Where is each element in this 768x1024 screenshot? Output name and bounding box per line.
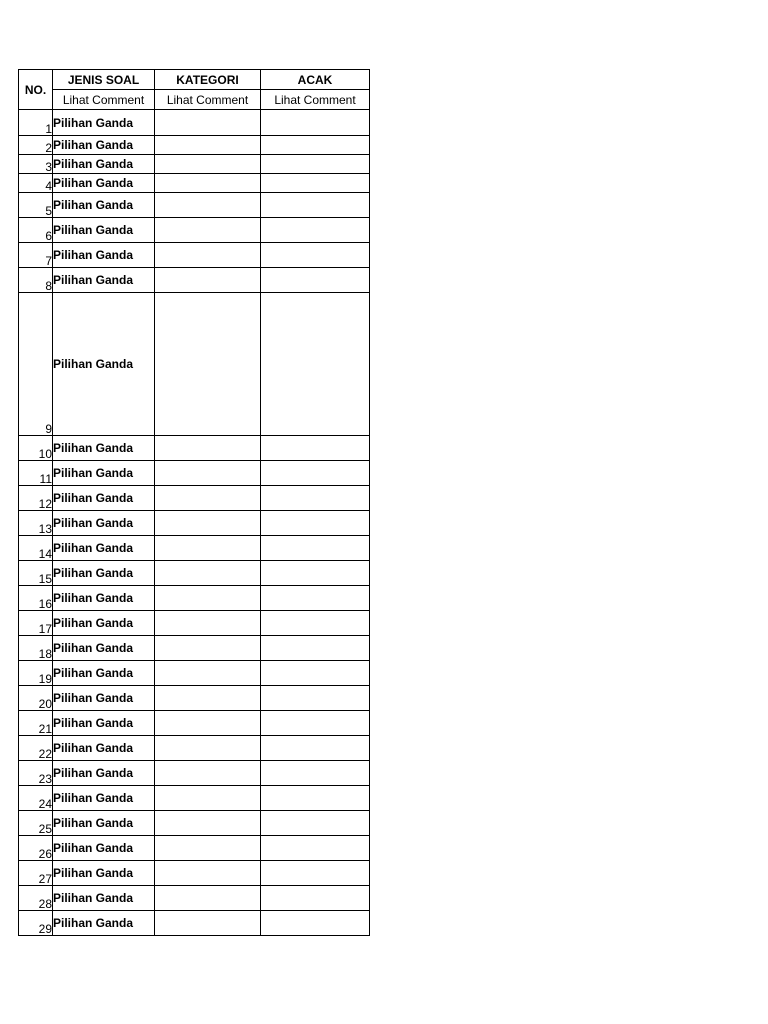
table-row — [19, 886, 370, 911]
table-row — [19, 686, 370, 711]
row-number-cell[interactable]: 12 — [19, 486, 53, 511]
table-body — [19, 110, 370, 936]
jenis-soal-cell[interactable]: Pilihan Ganda — [53, 586, 155, 611]
table-row — [19, 636, 370, 661]
acak-cell[interactable] — [261, 811, 370, 836]
header-row — [19, 70, 370, 90]
row-number-cell[interactable]: 4 — [19, 174, 53, 193]
row-number-cell[interactable]: 29 — [19, 911, 53, 936]
jenis-soal-cell[interactable]: Pilihan Ganda — [53, 268, 155, 293]
jenis-soal-cell[interactable]: Pilihan Ganda — [53, 110, 155, 136]
jenis-soal-cell[interactable]: Pilihan Ganda — [53, 243, 155, 268]
acak-cell[interactable] — [261, 536, 370, 561]
kategori-cell[interactable] — [155, 811, 261, 836]
acak-cell[interactable] — [261, 511, 370, 536]
jenis-soal-cell[interactable]: Pilihan Ganda — [53, 861, 155, 886]
row-number-cell[interactable]: 13 — [19, 511, 53, 536]
acak-cell[interactable] — [261, 218, 370, 243]
jenis-soal-cell[interactable]: Pilihan Ganda — [53, 786, 155, 811]
acak-cell[interactable] — [261, 586, 370, 611]
row-number-cell[interactable]: 14 — [19, 536, 53, 561]
row-number-cell[interactable]: 19 — [19, 661, 53, 686]
table-row — [19, 155, 370, 174]
row-number-cell[interactable]: 6 — [19, 218, 53, 243]
table-row — [19, 711, 370, 736]
row-number-cell[interactable]: 22 — [19, 736, 53, 761]
table-row — [19, 511, 370, 536]
header-acak[interactable]: ACAK — [261, 70, 370, 90]
jenis-soal-cell[interactable]: Pilihan Ganda — [53, 661, 155, 686]
jenis-soal-cell[interactable]: Pilihan Ganda — [53, 811, 155, 836]
table-row — [19, 486, 370, 511]
kategori-cell[interactable] — [155, 886, 261, 911]
row-number-cell[interactable]: 9 — [19, 293, 53, 436]
table-row — [19, 836, 370, 861]
acak-cell[interactable] — [261, 761, 370, 786]
header-note-row — [19, 90, 370, 110]
table-row — [19, 268, 370, 293]
jenis-soal-cell[interactable]: Pilihan Ganda — [53, 193, 155, 218]
kategori-cell[interactable] — [155, 536, 261, 561]
kategori-cell[interactable] — [155, 293, 261, 436]
kategori-cell[interactable] — [155, 110, 261, 136]
table-row — [19, 136, 370, 155]
kategori-cell[interactable] — [155, 711, 261, 736]
acak-cell[interactable] — [261, 174, 370, 193]
table-row — [19, 561, 370, 586]
kategori-cell[interactable] — [155, 586, 261, 611]
table-row — [19, 110, 370, 136]
jenis-soal-cell[interactable]: Pilihan Ganda — [53, 761, 155, 786]
acak-cell[interactable] — [261, 293, 370, 436]
kategori-cell[interactable] — [155, 155, 261, 174]
jenis-soal-cell[interactable]: Pilihan Ganda — [53, 686, 155, 711]
kategori-cell[interactable] — [155, 861, 261, 886]
acak-cell[interactable] — [261, 636, 370, 661]
acak-cell[interactable] — [261, 155, 370, 174]
row-number-cell[interactable]: 23 — [19, 761, 53, 786]
kategori-cell[interactable] — [155, 636, 261, 661]
acak-cell[interactable] — [261, 686, 370, 711]
kategori-cell[interactable] — [155, 761, 261, 786]
jenis-soal-cell[interactable]: Pilihan Ganda — [53, 218, 155, 243]
row-number-cell[interactable]: 2 — [19, 136, 53, 155]
jenis-soal-cell[interactable]: Pilihan Ganda — [53, 174, 155, 193]
row-number-cell[interactable]: 25 — [19, 811, 53, 836]
kategori-cell[interactable] — [155, 911, 261, 936]
kategori-cell[interactable] — [155, 174, 261, 193]
row-number-cell[interactable]: 21 — [19, 711, 53, 736]
acak-cell[interactable] — [261, 611, 370, 636]
table-row — [19, 911, 370, 936]
table-row — [19, 861, 370, 886]
kategori-cell[interactable] — [155, 686, 261, 711]
table-row — [19, 661, 370, 686]
jenis-soal-cell[interactable]: Pilihan Ganda — [53, 561, 155, 586]
row-number-cell[interactable]: 10 — [19, 436, 53, 461]
acak-cell[interactable] — [261, 461, 370, 486]
jenis-soal-cell[interactable]: Pilihan Ganda — [53, 611, 155, 636]
jenis-soal-cell[interactable]: Pilihan Ganda — [53, 486, 155, 511]
table-row — [19, 293, 370, 436]
acak-cell[interactable] — [261, 711, 370, 736]
jenis-soal-cell[interactable]: Pilihan Ganda — [53, 911, 155, 936]
jenis-soal-cell[interactable]: Pilihan Ganda — [53, 136, 155, 155]
table-row — [19, 586, 370, 611]
header-jenis-soal[interactable]: JENIS SOAL — [53, 70, 155, 90]
acak-cell[interactable] — [261, 110, 370, 136]
table-row — [19, 461, 370, 486]
acak-cell[interactable] — [261, 436, 370, 461]
acak-cell[interactable] — [261, 886, 370, 911]
row-number-cell[interactable]: 11 — [19, 461, 53, 486]
row-number-cell[interactable]: 16 — [19, 586, 53, 611]
header-jenis-note[interactable]: Lihat Comment — [53, 90, 155, 110]
row-number-cell[interactable]: 17 — [19, 611, 53, 636]
kategori-cell[interactable] — [155, 611, 261, 636]
table-row — [19, 243, 370, 268]
jenis-soal-cell[interactable]: Pilihan Ganda — [53, 536, 155, 561]
header-kategori[interactable]: KATEGORI — [155, 70, 261, 90]
table-row — [19, 218, 370, 243]
jenis-soal-cell[interactable]: Pilihan Ganda — [53, 711, 155, 736]
row-number-cell[interactable]: 27 — [19, 861, 53, 886]
jenis-soal-cell[interactable]: Pilihan Ganda — [53, 461, 155, 486]
row-number-cell[interactable]: 20 — [19, 686, 53, 711]
acak-cell[interactable] — [261, 736, 370, 761]
row-number-cell[interactable]: 8 — [19, 268, 53, 293]
acak-cell[interactable] — [261, 268, 370, 293]
row-number-cell[interactable]: 5 — [19, 193, 53, 218]
kategori-cell[interactable] — [155, 736, 261, 761]
header-acak-note[interactable]: Lihat Comment — [261, 90, 370, 110]
kategori-cell[interactable] — [155, 218, 261, 243]
kategori-cell[interactable] — [155, 661, 261, 686]
table-row — [19, 436, 370, 461]
header-no[interactable]: NO. — [19, 70, 53, 110]
jenis-soal-cell[interactable]: Pilihan Ganda — [53, 836, 155, 861]
kategori-cell[interactable] — [155, 436, 261, 461]
row-number-cell[interactable]: 24 — [19, 786, 53, 811]
question-sheet-table — [18, 69, 370, 936]
jenis-soal-cell[interactable]: Pilihan Ganda — [53, 436, 155, 461]
jenis-soal-cell[interactable]: Pilihan Ganda — [53, 155, 155, 174]
table-row — [19, 193, 370, 218]
acak-cell[interactable] — [261, 136, 370, 155]
row-number-cell[interactable]: 28 — [19, 886, 53, 911]
kategori-cell[interactable] — [155, 486, 261, 511]
table-row — [19, 174, 370, 193]
jenis-soal-cell[interactable]: Pilihan Ganda — [53, 736, 155, 761]
header-kategori-note[interactable]: Lihat Comment — [155, 90, 261, 110]
table-row — [19, 611, 370, 636]
row-number-cell[interactable]: 7 — [19, 243, 53, 268]
jenis-soal-cell[interactable]: Pilihan Ganda — [53, 636, 155, 661]
kategori-cell[interactable] — [155, 561, 261, 586]
table-row — [19, 786, 370, 811]
kategori-cell[interactable] — [155, 461, 261, 486]
jenis-soal-cell[interactable]: Pilihan Ganda — [53, 293, 155, 436]
acak-cell[interactable] — [261, 861, 370, 886]
row-number-cell[interactable]: 18 — [19, 636, 53, 661]
acak-cell[interactable] — [261, 193, 370, 218]
kategori-cell[interactable] — [155, 136, 261, 155]
row-number-cell[interactable]: 15 — [19, 561, 53, 586]
acak-cell[interactable] — [261, 486, 370, 511]
table-row — [19, 536, 370, 561]
row-number-cell[interactable]: 1 — [19, 110, 53, 136]
kategori-cell[interactable] — [155, 786, 261, 811]
acak-cell[interactable] — [261, 911, 370, 936]
jenis-soal-cell[interactable]: Pilihan Ganda — [53, 886, 155, 911]
row-number-cell[interactable]: 3 — [19, 155, 53, 174]
acak-cell[interactable] — [261, 836, 370, 861]
table-row — [19, 811, 370, 836]
kategori-cell[interactable] — [155, 193, 261, 218]
acak-cell[interactable] — [261, 561, 370, 586]
acak-cell[interactable] — [261, 661, 370, 686]
acak-cell[interactable] — [261, 786, 370, 811]
jenis-soal-cell[interactable]: Pilihan Ganda — [53, 511, 155, 536]
table-row — [19, 761, 370, 786]
kategori-cell[interactable] — [155, 243, 261, 268]
kategori-cell[interactable] — [155, 511, 261, 536]
kategori-cell[interactable] — [155, 836, 261, 861]
acak-cell[interactable] — [261, 243, 370, 268]
row-number-cell[interactable]: 26 — [19, 836, 53, 861]
table-row — [19, 736, 370, 761]
kategori-cell[interactable] — [155, 268, 261, 293]
